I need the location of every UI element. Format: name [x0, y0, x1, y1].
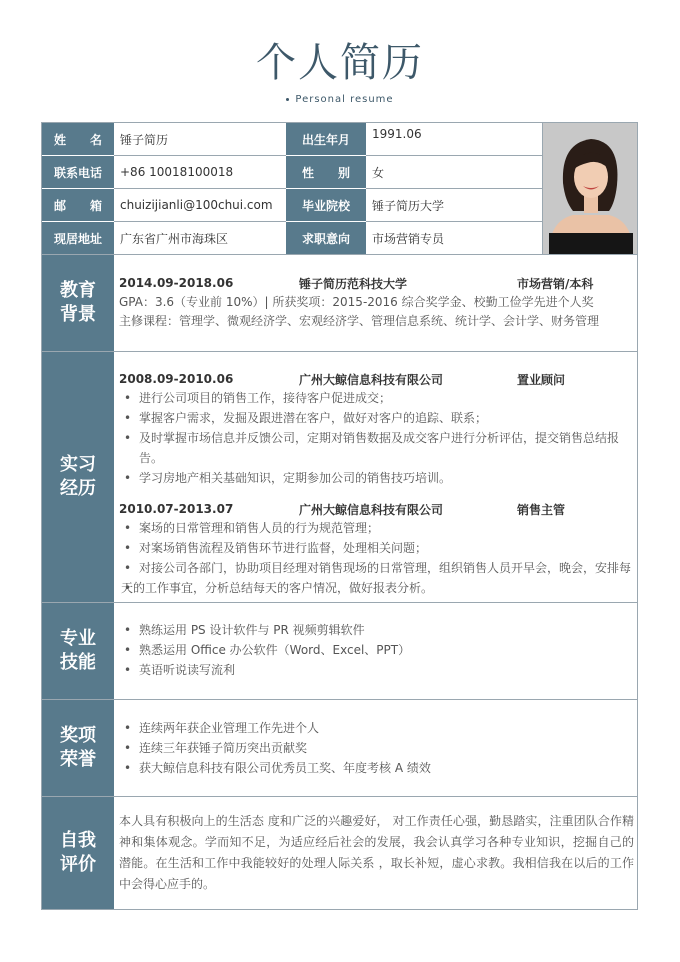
list-item: • 获大鲸信息科技有限公司优秀员工奖、年度考核 A 绩效 — [119, 758, 634, 778]
education-head — [119, 274, 634, 292]
list-item: • 进行公司项目的销售工作，接待客户促进成交； — [119, 388, 634, 408]
birth-value: 1991.06 — [372, 127, 422, 141]
section-label-line: 经历 — [60, 478, 96, 499]
phone-label: 联系电话 — [42, 156, 114, 188]
awards-list — [119, 718, 634, 778]
list-item: • 学习房地产相关基础知识，定期参加公司的销售技巧培训。 — [119, 468, 634, 488]
education-courses: 主修课程：管理学、微观经济学、宏观经济学、管理信息系统、统计学、会计学、财务管理 — [119, 314, 600, 328]
list-item: • 对接公司各部门，协助项目经理对销售现场的日常管理，组织销售人员开早会，晚会，安排每 — [119, 558, 634, 578]
section-label-line: 评价 — [60, 854, 96, 875]
school-value: 锤子简历大学 — [372, 198, 445, 213]
page-subtitle — [286, 94, 393, 105]
job-duties — [119, 388, 634, 488]
skills-section — [119, 620, 634, 680]
list-item: • 熟悉运用 Office 办公软件（Word、Excel、PPT） — [119, 640, 634, 660]
phone-value: +86 10018100018 — [120, 165, 234, 179]
divider — [42, 699, 637, 700]
education-date: 2014.09-2018.06 — [119, 276, 234, 290]
divider — [42, 796, 637, 797]
list-item: • 连续三年获锤子简历突出贡献奖 — [119, 738, 634, 758]
education-school: 锤子简历范科技大学 — [299, 276, 408, 291]
school-label: 毕业院校 — [286, 189, 366, 221]
divider — [114, 221, 286, 222]
divider — [42, 254, 637, 255]
section-label-education — [42, 255, 114, 351]
address-label: 现居地址 — [42, 222, 114, 254]
gender-label: 性 别 — [286, 156, 366, 188]
self-eval-section — [119, 811, 634, 895]
divider — [42, 351, 637, 352]
section-label-line: 专业 — [60, 628, 96, 649]
skills-list — [119, 620, 634, 680]
name-label: 姓 名 — [42, 123, 114, 155]
section-label-self-eval — [42, 797, 114, 909]
section-label-line: 奖项 — [60, 725, 96, 746]
job-date: 2008.09-2010.06 — [119, 372, 234, 386]
portrait-image — [543, 123, 637, 254]
job-company: 广州大鲸信息科技有限公司 — [299, 372, 444, 387]
education-major: 市场营销/本科 — [517, 276, 594, 291]
job-date: 2010.07-2013.07 — [119, 502, 234, 516]
section-label-line: 背景 — [60, 304, 96, 325]
gender-value: 女 — [372, 165, 385, 180]
job-head — [119, 500, 634, 518]
list-item: • 熟练运用 PS 设计软件与 PR 视频剪辑软件 — [119, 620, 634, 640]
divider — [366, 188, 543, 189]
list-item: • 及时掌握市场信息并反馈公司，定期对销售数据及成交客户进行分析评估，提交销售总结报告。 — [119, 428, 634, 468]
name-value: 锤子简历 — [120, 132, 169, 147]
list-item: • 连续两年获企业管理工作先进个人 — [119, 718, 634, 738]
resume-header — [0, 40, 680, 105]
education-gpa: GPA：3.6（专业前 10%）| 所获奖项：2015-2016 综合奖学金、校勤工俭学先进个人奖 — [119, 295, 594, 309]
list-item: • 案场的日常管理和销售人员的行为规范管理； — [119, 518, 634, 538]
divider — [366, 155, 543, 156]
awards-section — [119, 718, 634, 778]
section-label-line: 教育 — [60, 280, 96, 301]
section-label-line: 实习 — [60, 454, 96, 475]
email-label: 邮 箱 — [42, 189, 114, 221]
list-item: • 天的工作事宜，分析总结每天的客户情况，做好报表分析。 — [119, 578, 634, 598]
job-duties — [119, 518, 634, 598]
job-company: 广州大鲸信息科技有限公司 — [299, 502, 444, 517]
self-eval-text: 本人具有积极向上的生活态 度和广泛的兴趣爱好， 对工作责任心强，勤恳踏实，注重团队合作精神和集体观念。学而知不足，为适应经后社会的发展，我会认真学习各种专业知识，挖掘自己的潜能。在生活和工作中我能较好的处理人际关系 ，取长补短，虚心求教。我相信我在以后的工作中会得心应手的。 — [119, 814, 634, 891]
education-section — [119, 274, 634, 330]
section-label-awards — [42, 700, 114, 796]
section-label-line: 自我 — [60, 830, 96, 851]
page-title: 个人简历 — [256, 40, 424, 86]
divider — [366, 221, 543, 222]
section-label-internship — [42, 352, 114, 602]
avatar — [543, 123, 637, 254]
dot-icon — [286, 98, 289, 101]
divider — [114, 188, 286, 189]
internship-section — [119, 370, 634, 598]
list-item: • 对案场销售流程及销售环节进行监督，处理相关问题； — [119, 538, 634, 558]
list-item: • 英语听说读写流利 — [119, 660, 634, 680]
divider — [42, 602, 637, 603]
job-role: 销售主管 — [517, 502, 566, 517]
subtitle-text: Personal resume — [295, 94, 394, 105]
job-role: 置业顾问 — [517, 372, 566, 387]
intention-label: 求职意向 — [286, 222, 366, 254]
birth-label: 出生年月 — [286, 123, 366, 155]
job-head — [119, 370, 634, 388]
section-label-line: 荣誉 — [60, 749, 96, 770]
section-label-line: 技能 — [60, 652, 96, 673]
intention-value: 市场营销专员 — [372, 231, 445, 246]
divider — [114, 155, 286, 156]
address-value: 广东省广州市海珠区 — [120, 231, 229, 246]
list-item: • 掌握客户需求，发掘及跟进潜在客户，做好对客户的追踪、联系； — [119, 408, 634, 428]
email-value: chuizijianli@100chui.com — [120, 198, 273, 212]
section-label-skills — [42, 603, 114, 699]
